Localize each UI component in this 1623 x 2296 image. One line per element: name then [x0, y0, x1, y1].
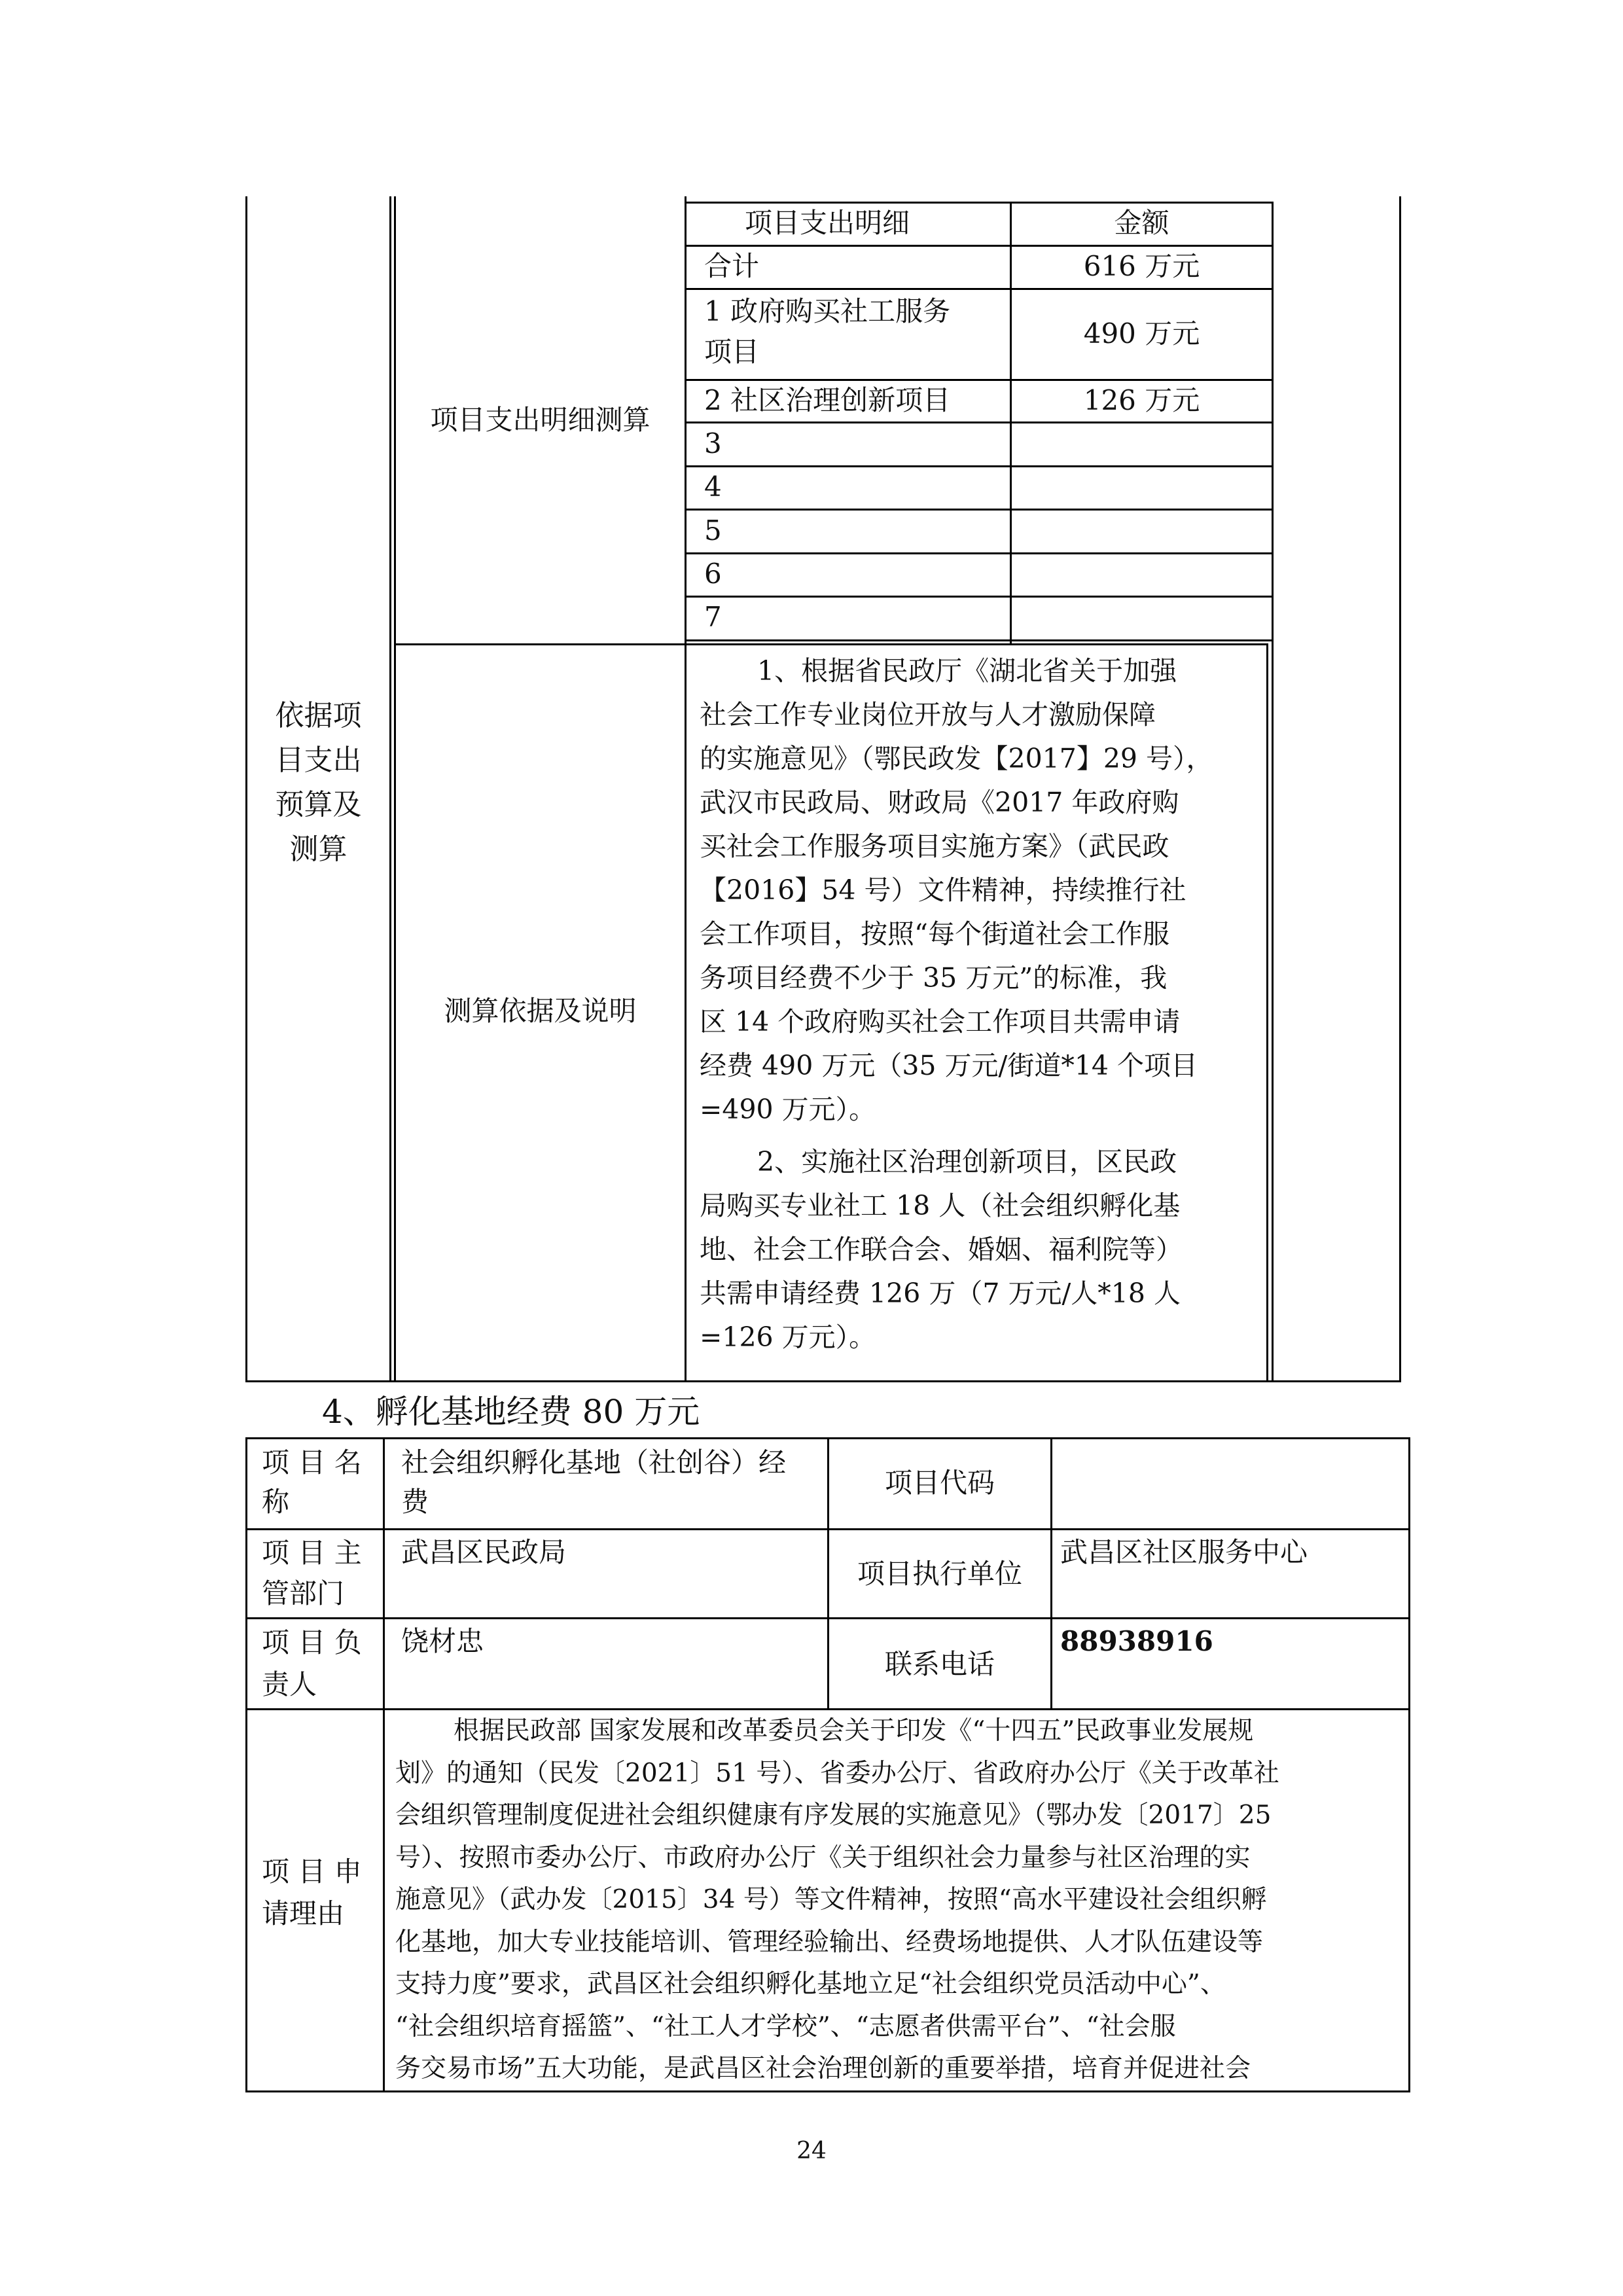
code-label: 项目代码	[884, 1467, 995, 1499]
name-label: 项 目 名 称	[262, 1446, 362, 1518]
exec-value: 武昌区社区服务中心	[1060, 1536, 1308, 1568]
basis-paragraph-2: 2、实施社区治理创新项目，区民政 局购买专业社工 18 人（社会组织孵化基 地、社会工作联合会、婚姻、福利院等） 共需申请经费 126 万（7 万元/人*18 人 =126 万元）。	[700, 1146, 1183, 1353]
dept-value: 武昌区民政局	[401, 1536, 567, 1568]
owner-value: 饶材忠	[401, 1625, 484, 1657]
detail-row-1-item: 1 政府购买社工服务 项目	[704, 295, 951, 368]
detail-row-7: 7	[704, 601, 722, 633]
exec-label: 项目执行单位	[857, 1558, 1022, 1590]
owner-label: 项 目 负 责人	[262, 1626, 362, 1700]
phone-value: 88938916	[1060, 1625, 1213, 1657]
detail-header-item: 项目支出明细	[744, 207, 910, 239]
detail-row-1-amount: 490 万元	[1083, 317, 1200, 350]
detail-row-2-item: 2 社区治理创新项目	[704, 384, 951, 416]
page-number: 24	[796, 2138, 827, 2164]
reason-label: 项 目 申 请理由	[262, 1856, 362, 1929]
section-label-detail: 项目支出明细测算	[430, 404, 651, 436]
detail-row-5: 5	[704, 514, 722, 547]
row-label-budget: 依据项 目支出 预算及 测算	[275, 699, 362, 866]
detail-header-amount: 金额	[1114, 207, 1169, 239]
detail-row-4: 4	[704, 471, 722, 503]
detail-row-3: 3	[704, 427, 722, 459]
detail-row-2-amount: 126 万元	[1083, 384, 1200, 416]
total-row-amount: 616 万元	[1083, 250, 1200, 282]
section-label-basis: 测算依据及说明	[444, 995, 637, 1027]
total-row-item: 合计	[704, 250, 760, 282]
detail-row-6: 6	[704, 558, 722, 590]
section-heading: 4、孵化基地经费 80 万元	[322, 1393, 700, 1431]
dept-label: 项 目 主 管部门	[262, 1537, 362, 1609]
basis-paragraph-1: 1、根据省民政厅《湖北省关于加强 社会工作专业岗位开放与人才激励保障 的实施意见》（鄂民政发【2017】29 号）， 武汉市民政局、财政局《2017 年政府购 买社会工作服务项目实施方案》（武民政 【2016】54 号）文件精神，持续推行社 会工作项目，按照“每个街道社会工作服 务项目经费不少于 35 万元”的标准，我 区 14 个政府购买社会工作项目共需申请 经费 490 万元（35 万元/街道*14 个项目 =490 万元）。	[700, 655, 1213, 1125]
phone-label: 联系电话	[884, 1648, 995, 1680]
reason-text: 根据民政部 国家发展和改革委员会关于印发《“十四五”民政事业发展规 划》的通知（民发〔2021〕51 号）、省委办公厅、省政府办公厅《关于改革社 会组织管理制度促进社会组织健康有序发展的实施意见》（鄂办发〔2017〕25 号）、按照市委办公厅、市政府办公厅《关于组织社会力量参与社区治理的实 施意见》（武办发〔2015〕34 号）等文件精神，按照“高水平建设社会组织孵 化基地，加大专业技能培训、管理经验输出、经费场地提供、人才队伍建设等 支持力度”要求，武昌区社会组织孵化基地立足“社会组织党员活动中心”、 “社会组织培育摇篮”、“社工人才学校”、“志愿者供需平台”、“社会服 务交易市场”五大功能，是武昌区社会治理创新的重要举措，培育并促进社会	[395, 1716, 1279, 2083]
name-value: 社会组织孵化基地（社创谷）经 费	[401, 1446, 787, 1518]
